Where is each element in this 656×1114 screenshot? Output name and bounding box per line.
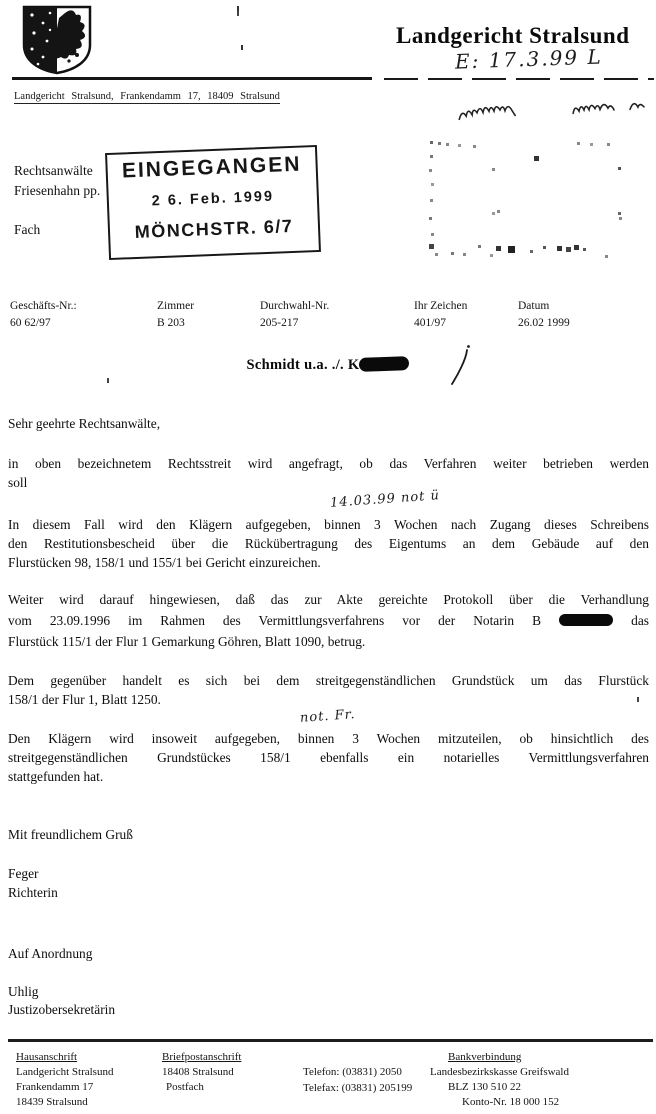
subject-line <box>0 356 656 374</box>
footer-briefpost-header: Briefpostanschrift <box>162 1051 242 1063</box>
para3-line1: Weiter wird darauf hingewiesen, daß das zur Akte gereichte Protokoll über die Verhandlung <box>8 592 649 607</box>
page-title: Landgericht Stralsund <box>396 23 630 48</box>
para2-line3: Flurstücken 98, 158/1 und 155/1 bei Gericht einzureichen. <box>8 555 321 570</box>
para1-line2: soll <box>8 475 28 490</box>
ref-value-zimmer: B 203 <box>157 317 185 329</box>
para3-line2-text-after: das <box>631 613 649 628</box>
ref-value-datum: 26.02 1999 <box>518 317 570 329</box>
ref-label-zimmer: Zimmer <box>157 300 195 312</box>
sender-address-line: Landgericht Stralsund, Frankendamm 17, 18409 Stralsund <box>14 91 280 102</box>
redaction-bar <box>559 614 613 626</box>
para2-line2: den Restitutionsbescheid über die Rückübertragung des Eigentums an dem Gebäude auf den <box>8 536 649 551</box>
para1-line1: in oben bezeichnetem Rechtsstreit wird angefragt, ob das Verfahren weiter betrieben werden <box>8 456 649 471</box>
recipient-line-1: Rechtsanwälte <box>14 163 93 178</box>
ref-value-geschaeftsnr: 60 62/97 <box>10 317 51 329</box>
footer-telefon: Telefon: (03831) 2050 <box>303 1066 402 1078</box>
para3-line3: Flurstück 115/1 der Flur 1 Gemarkung Göhren, Blatt 1090, betrug. <box>8 634 366 649</box>
footer-bank-header: Bankverbindung <box>448 1051 522 1063</box>
stamp-street: MÖNCHSTR. 6/7 <box>134 215 294 243</box>
para3-line2-text: vom 23.09.1996 im Rahmen des Vermittlungsverfahrens vor der Notarin B <box>8 613 542 628</box>
para4-line1: Dem gegenüber handelt es sich bei dem streitgegenständlichen Grundstück um das Flurstück <box>8 673 649 688</box>
para2-line1: In diesem Fall wird den Klägern aufgegeben, binnen 3 Wochen nach Zugang dieses Schreibens <box>8 517 649 532</box>
ref-label-geschaeftsnr: Geschäfts-Nr.: <box>10 300 77 312</box>
para3-line2 <box>8 613 649 629</box>
handwritten-annotation-1: 14.03.99 not ü <box>329 488 441 511</box>
salutation: Sehr geehrte Rechtsanwälte, <box>8 416 161 431</box>
received-stamp <box>105 145 321 260</box>
footer-hausanschrift-line1: Landgericht Stralsund <box>16 1066 114 1078</box>
ref-label-datum: Datum <box>518 300 550 312</box>
order-line: Auf Anordnung <box>8 946 93 961</box>
para4-line2: 158/1 der Flur 1, Blatt 1250. <box>8 692 161 707</box>
footer-telefax: Telefax: (03831) 205199 <box>303 1082 413 1094</box>
para5-line2: streitgegenständlichen Grundstückes 158/1 ebenfalls ein notarielles Vermittlungsverfahren <box>8 750 649 765</box>
handwritten-slash-mark <box>447 344 473 388</box>
para5-line3: stattgefunden hat. <box>8 769 104 784</box>
faded-stamp-residue <box>430 141 433 144</box>
ref-label-ihr-zeichen: Ihr Zeichen <box>414 300 468 312</box>
header-rule-left <box>12 77 372 80</box>
redaction-bar <box>359 356 409 372</box>
para5-line1: Den Klägern wird insoweit aufgegeben, binnen 3 Wochen mitzuteilen, ob hinsichtlich des <box>8 731 649 746</box>
stamp-received-label: EINGEGANGEN <box>121 152 302 183</box>
footer-bank-line3: Konto-Nr. 18 000 152 <box>462 1096 560 1108</box>
recipient-line-3: Fach <box>14 222 41 237</box>
ref-value-ihr-zeichen: 401/97 <box>414 317 446 329</box>
signer1-title: Richterin <box>8 885 58 900</box>
footer-hausanschrift-line3: 18439 Stralsund <box>16 1096 88 1108</box>
signer2-name: Uhlig <box>8 984 39 999</box>
stamp-date: 2 6. Feb. 1999 <box>151 188 275 210</box>
footer-briefpost-line1: 18408 Stralsund <box>162 1066 234 1078</box>
scan-specks <box>0 0 2 5</box>
recipient-line-2: Friesenhahn pp. <box>14 183 101 198</box>
handwritten-receipt-date: E: 17.3.99 L <box>454 44 604 74</box>
footer-briefpost-line2: Postfach <box>166 1081 204 1093</box>
subject-text: Schmidt u.a. ./. K <box>246 357 360 373</box>
footer-hausanschrift-header: Hausanschrift <box>16 1051 78 1063</box>
footer-bank-line1: Landesbezirkskasse Greifswald <box>430 1066 569 1078</box>
closing-line: Mit freundlichem Gruß <box>8 827 133 842</box>
handwritten-note <box>455 93 656 128</box>
footer-rule <box>8 1039 653 1042</box>
handwritten-annotation-2: not. Fr. <box>299 707 357 726</box>
footer-bank-line2: BLZ 130 510 22 <box>448 1081 522 1093</box>
coat-of-arms-icon <box>19 3 95 77</box>
ref-label-durchwahl: Durchwahl-Nr. <box>260 300 330 312</box>
header-rule-right <box>384 78 654 80</box>
signer2-title: Justizobersekretärin <box>8 1002 116 1017</box>
footer-hausanschrift-line2: Frankendamm 17 <box>16 1081 94 1093</box>
signer1-name: Feger <box>8 866 39 881</box>
ref-value-durchwahl: 205-217 <box>260 317 299 329</box>
